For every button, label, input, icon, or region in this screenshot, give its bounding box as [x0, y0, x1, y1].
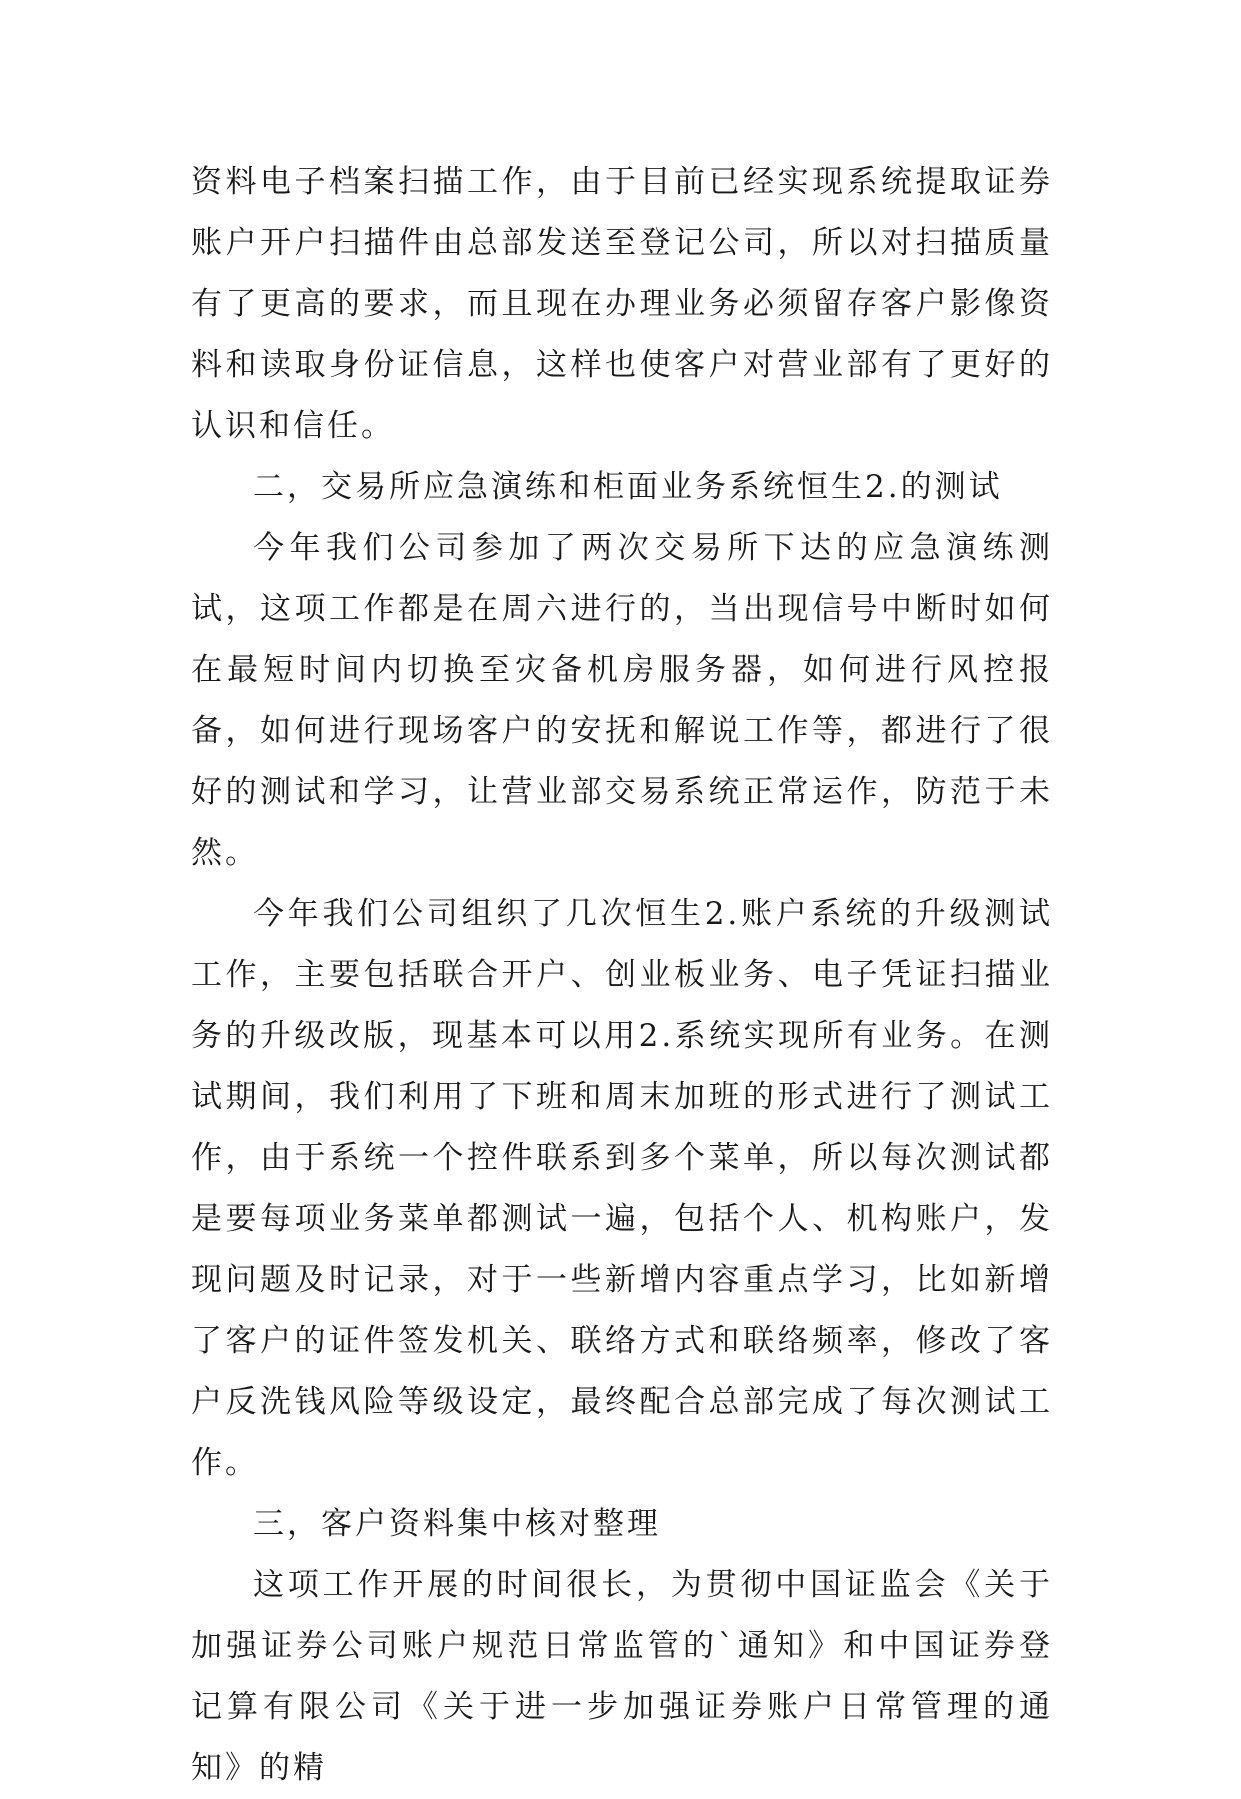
paragraph-client-data-review: 这项工作开展的时间很长，为贯彻中国证监会《关于加强证券公司账户规范日常监管的`通知》和中国证券登记算有限公司《关于进一步加强证券账户日常管理的通知》的精: [191, 1567, 1053, 1786]
section-heading-three: 三，客户资料集中核对整理: [253, 1506, 661, 1542]
document-page: [191, 152, 1053, 1799]
paragraph-emergency-drill: 今年我们公司参加了两次交易所下达的应急演练测试，这项工作都是在周六进行的，当出现信号中断时如何在最短时间内切换至灾备机房服务器，如何进行风控报备，如何进行现场客户的安抚和解说工作等，都进行了很好的测试和学习，让营业部交易系统正常运作，防范于未然。: [191, 530, 1053, 871]
paragraph-continuation: 资料电子档案扫描工作，由于目前已经实现系统提取证券账户开户扫描件由总部发送至登记公司，所以对扫描质量有了更高的要求，而且现在办理业务必须留存客户影像资料和读取身份证信息，这样也使客户对营业部有了更好的认识和信任。: [191, 164, 1053, 444]
paragraph-system-upgrade-test: 今年我们公司组织了几次恒生2.账户系统的升级测试工作，主要包括联合开户、创业板业务、电子凭证扫描业务的升级改版，现基本可以用2.系统实现所有业务。在测试期间，我们利用了下班和周末加班的形式进行了测试工作，由于系统一个控件联系到多个菜单，所以每次测试都是要每项业务菜单都测试一遍，包括个人、机构账户，发现问题及时记录，对于一些新增内容重点学习，比如新增了客户的证件签发机关、联络方式和联络频率，修改了客户反洗钱风险等级设定，最终配合总部完成了每次测试工作。: [191, 896, 1053, 1481]
section-heading-two: 二，交易所应急演练和柜面业务系统恒生2.的测试: [253, 469, 1003, 505]
